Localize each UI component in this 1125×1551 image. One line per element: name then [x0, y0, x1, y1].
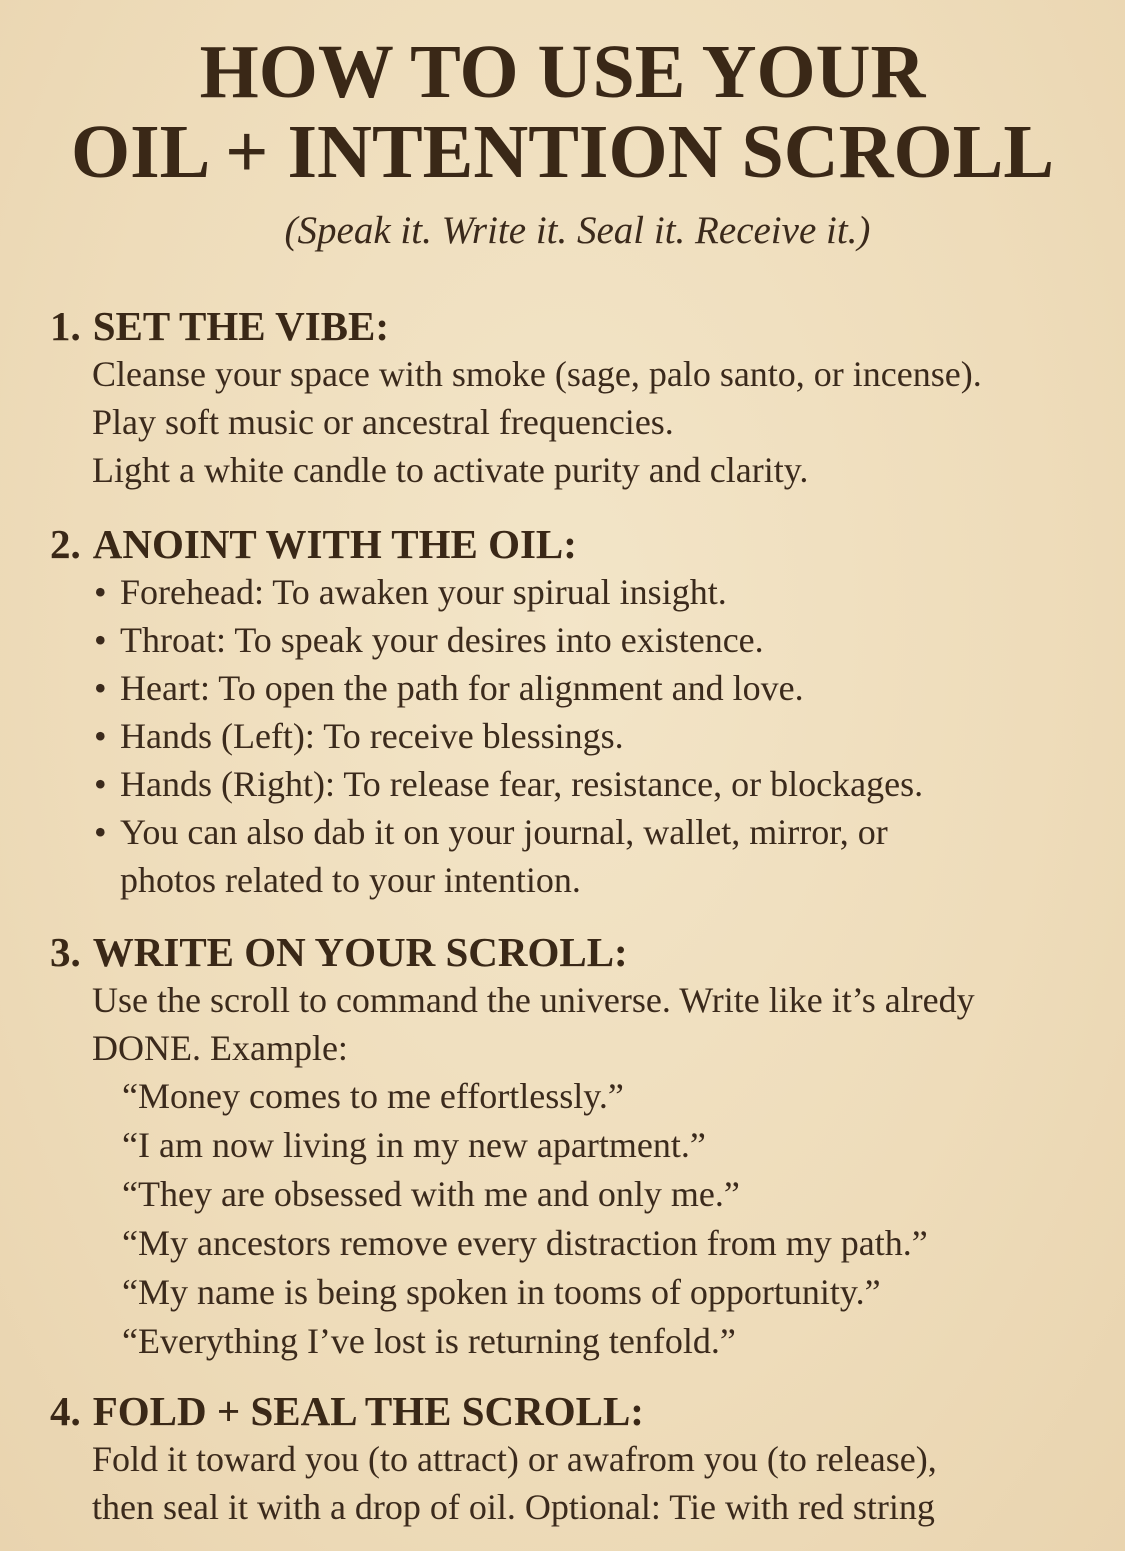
bullet-icon: • — [94, 572, 107, 612]
section-title: WRITE ON YOUR SCROLL: — [92, 929, 628, 975]
title-line-1: HOW TO USE YOUR — [199, 30, 926, 114]
title-line-2: OIL + INTENTION SCROLL — [70, 110, 1055, 194]
bullet-lead: Hands (Left): — [120, 716, 315, 756]
list-item — [50, 760, 1095, 808]
example-quote: “Money comes to me effortlessly.” — [122, 1076, 624, 1116]
section-title: ANOINT WITH THE OIL: — [92, 521, 577, 567]
section-anoint-with-oil — [50, 520, 1095, 904]
bullet-icon: • — [94, 764, 107, 804]
body-line: Use the scroll to command the universe. Write like it’s alredy — [92, 980, 975, 1020]
bullet-text: To release fear, resistance, or blockages. — [334, 764, 924, 804]
body-line: then seal it with a drop of oil. Optional: Tie with red string — [92, 1487, 935, 1527]
example-quote: “They are obsessed with me and only me.” — [122, 1174, 740, 1214]
section-write-on-scroll — [50, 928, 1095, 1366]
section-heading — [50, 302, 1095, 350]
section-number: 3. — [50, 929, 81, 975]
page-title — [0, 32, 1125, 192]
section-title: SET THE VIBE: — [92, 303, 390, 349]
example-quote: “My ancestors remove every distraction from my path.” — [122, 1223, 928, 1263]
list-item — [50, 712, 1095, 760]
bullet-icon: • — [94, 668, 107, 708]
list-item — [50, 664, 1095, 712]
subtitle: (Speak it. Write it. Seal it. Receive it.) — [284, 209, 871, 252]
bullet-lead: Throat: — [120, 620, 226, 660]
bullet-text: To open the path for alignment and love. — [209, 668, 804, 708]
section-heading — [50, 928, 1095, 976]
body-line: DONE. Example: — [92, 1028, 348, 1068]
body-line: Light a white candle to activate purity and clarity. — [92, 450, 809, 490]
section-title: FOLD + SEAL THE SCROLL: — [92, 1388, 644, 1434]
section-set-the-vibe — [50, 302, 1095, 494]
example-quote: “My name is being spoken in tooms of opportunity.” — [122, 1272, 881, 1312]
bullet-icon: • — [94, 620, 107, 660]
section-number: 4. — [50, 1388, 81, 1434]
body-line: Cleanse your space with smoke (sage, palo santo, or incense). — [92, 354, 982, 394]
list-item — [50, 568, 1095, 616]
bullet-text: To speak your desires into existence. — [225, 620, 764, 660]
section-heading — [50, 1387, 1095, 1435]
bullet-continuation: photos related to your intention. — [120, 860, 581, 900]
bullet-icon: • — [94, 812, 107, 852]
body-line: Fold it toward you (to attract) or awafrom you (to release), — [92, 1439, 937, 1479]
bullet-text: To awaken your spirual insight. — [263, 572, 727, 612]
bullet-lead: Hands (Right): — [120, 764, 335, 804]
body-line: Play soft music or ancestral frequencies. — [92, 402, 674, 442]
bullet-lead: You can also dab it on your journal, wallet, mirror, or — [120, 812, 888, 852]
list-item — [50, 616, 1095, 664]
list-item — [50, 808, 1095, 904]
section-number: 2. — [50, 521, 81, 567]
bullet-lead: Heart: — [120, 668, 210, 708]
bullet-lead: Forehead: — [120, 572, 264, 612]
section-heading — [50, 520, 1095, 568]
section-fold-and-seal — [50, 1387, 1095, 1531]
example-quote: “I am now living in my new apartment.” — [122, 1125, 706, 1165]
bullet-text: To receive blessings. — [314, 716, 624, 756]
section-number: 1. — [50, 303, 81, 349]
bullet-icon: • — [94, 716, 107, 756]
example-quote: “Everything I’ve lost is returning tenfold.” — [122, 1321, 736, 1361]
